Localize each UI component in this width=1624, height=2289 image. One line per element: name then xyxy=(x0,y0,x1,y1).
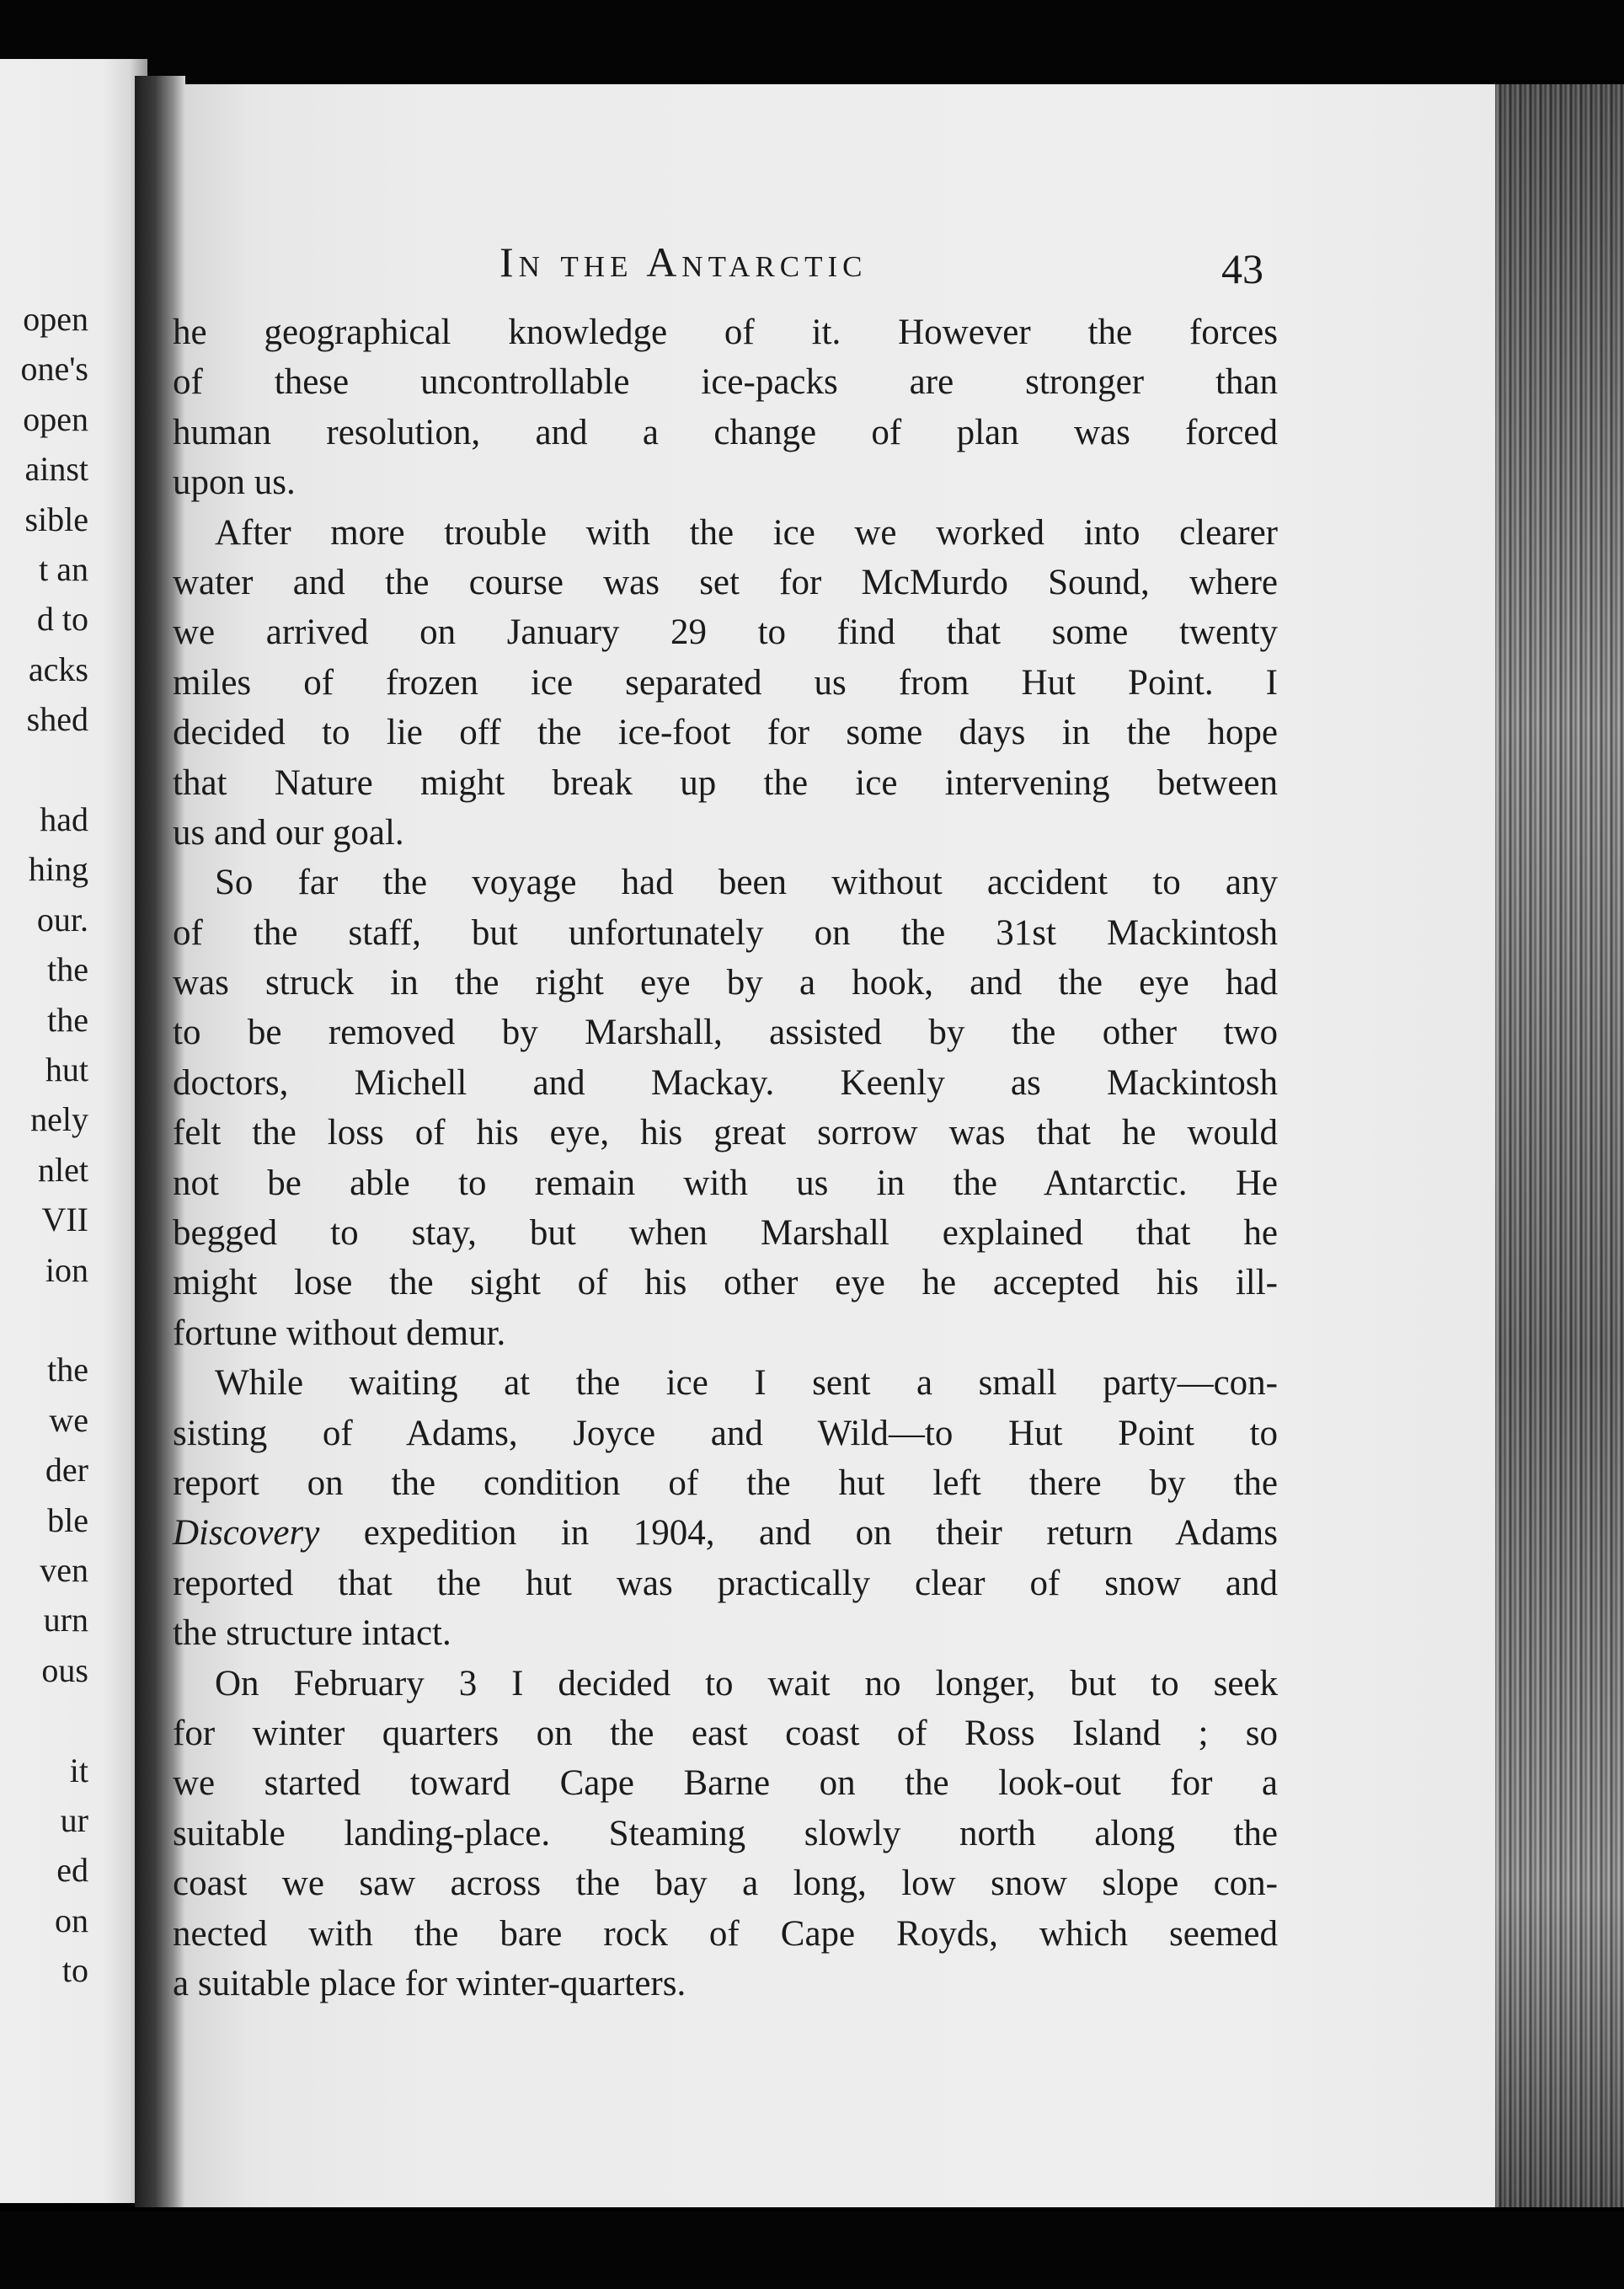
text-line: was struck in the right eye by a hook, and the eye had xyxy=(173,963,1278,1003)
previous-page-fragment: ainst xyxy=(24,450,88,489)
text-line: a suitable place for winter-quarters. xyxy=(173,1963,686,2003)
previous-page-fragment: hut xyxy=(45,1051,88,1088)
previous-page-fragment: t an xyxy=(39,550,88,588)
previous-page-fragment: the xyxy=(47,1000,88,1039)
previous-page-fragment: the xyxy=(47,950,88,989)
page-edges xyxy=(1495,84,1624,2207)
previous-page-fragment: our. xyxy=(36,900,88,939)
previous-page-fragment: it xyxy=(69,1751,88,1789)
text-line: doctors, Michell and Mackay. Keenly as Mackintosh xyxy=(173,1062,1278,1103)
text-line: begged to stay, but when Marshall explained that he xyxy=(173,1213,1278,1254)
text-line: might lose the sight of his other eye he accepted his ill- xyxy=(173,1263,1278,1303)
previous-page-fragment: ion xyxy=(45,1250,88,1289)
text-line: of these uncontrollable ice-packs are stronger than xyxy=(173,362,1278,403)
text-line: of the staff, but unfortunately on the 31st Mackintosh xyxy=(173,912,1278,953)
previous-page-text xyxy=(0,59,147,2203)
text-line: suitable landing-place. Steaming slowly north along the xyxy=(173,1813,1278,1853)
text-line: to be removed by Marshall, assisted by the other two xyxy=(173,1013,1278,1053)
running-head: In the Antarctic xyxy=(499,238,868,286)
previous-page-fragment: the xyxy=(47,1350,88,1389)
text-line: On February 3 I decided to wait no longer, but to seek xyxy=(215,1663,1278,1703)
text-line: not be able to remain with us in the Antarctic. He xyxy=(173,1163,1278,1203)
line-text: expedition in 1904, and on their return Adams xyxy=(319,1513,1278,1554)
previous-page-fragment: der xyxy=(45,1451,88,1489)
text-line: nected with the bare rock of Cape Royds, which seemed xyxy=(173,1913,1278,1954)
text-line: the structure intact. xyxy=(173,1613,451,1654)
text-line: fortune without demur. xyxy=(173,1313,506,1353)
previous-page-fragment: acks xyxy=(28,650,88,688)
previous-page-fragment: hing xyxy=(28,850,88,889)
text-line: After more trouble with the ice we worked into clearer xyxy=(215,512,1278,553)
previous-page-fragment: nely xyxy=(30,1100,88,1139)
previous-page-edge xyxy=(0,59,147,2203)
previous-page-fragment: ous xyxy=(41,1650,88,1689)
scan-border-top xyxy=(0,0,1624,80)
scan-border-bottom xyxy=(0,2211,1624,2289)
text-line: we arrived on January 29 to find that some twenty xyxy=(173,612,1278,653)
previous-page-fragment: ble xyxy=(47,1500,88,1539)
text-line: for winter quarters on the east coast of Ross Island ; so xyxy=(173,1713,1278,1753)
text-line: sisting of Adams, Joyce and Wild—to Hut Point to xyxy=(173,1413,1278,1453)
page-number: 43 xyxy=(1221,245,1263,292)
text-line: coast we saw across the bay a long, low snow slope con- xyxy=(173,1864,1278,1904)
text-line: upon us. xyxy=(173,463,296,503)
previous-page-fragment: shed xyxy=(26,700,88,739)
previous-page-fragment: urn xyxy=(43,1601,88,1639)
text-line: felt the loss of his eye, his great sorrow was that he would xyxy=(173,1113,1278,1153)
text-line: us and our goal. xyxy=(173,812,404,853)
previous-page-fragment: ven xyxy=(40,1551,88,1589)
text-line: human resolution, and a change of plan was forced xyxy=(173,412,1278,452)
text-line: So far the voyage had been without accident to any xyxy=(215,863,1278,903)
previous-page-fragment: to xyxy=(61,1951,88,1990)
previous-page-fragment: one's xyxy=(20,350,88,388)
text-line: reported that the hut was practically clear of snow and xyxy=(173,1563,1278,1603)
text-line: miles of frozen ice separated us from Hut Point. I xyxy=(173,662,1278,703)
previous-page-fragment: ed xyxy=(56,1851,88,1890)
previous-page-fragment: we xyxy=(49,1400,88,1439)
previous-page-fragment: sible xyxy=(24,500,88,538)
text-line: While waiting at the ice I sent a small party—con- xyxy=(215,1363,1278,1404)
previous-page-fragment: open xyxy=(23,399,88,438)
text-line: decided to lie off the ice-foot for some days in the hope xyxy=(173,713,1278,753)
text-line: we started toward Cape Barne on the look-out for a xyxy=(173,1763,1278,1804)
previous-page-fragment: VII xyxy=(41,1201,88,1239)
text-line: report on the condition of the hut left there by the xyxy=(173,1463,1278,1503)
previous-page-fragment: had xyxy=(40,800,88,838)
previous-page-fragment: ur xyxy=(60,1801,88,1839)
body-text xyxy=(173,308,1278,2008)
previous-page-fragment: d to xyxy=(36,600,88,639)
text-line: that Nature might break up the ice intervening between xyxy=(173,762,1278,803)
previous-page-fragment: nlet xyxy=(38,1150,88,1189)
previous-page-fragment: open xyxy=(23,300,88,338)
previous-page-fragment: on xyxy=(55,1901,88,1939)
text-line: water and the course was set for McMurdo Sound, where xyxy=(173,562,1278,602)
text-line: he geographical knowledge of it. However the forces xyxy=(173,313,1278,352)
text-line xyxy=(173,1508,1278,1558)
italic-text: Discovery xyxy=(173,1513,320,1554)
